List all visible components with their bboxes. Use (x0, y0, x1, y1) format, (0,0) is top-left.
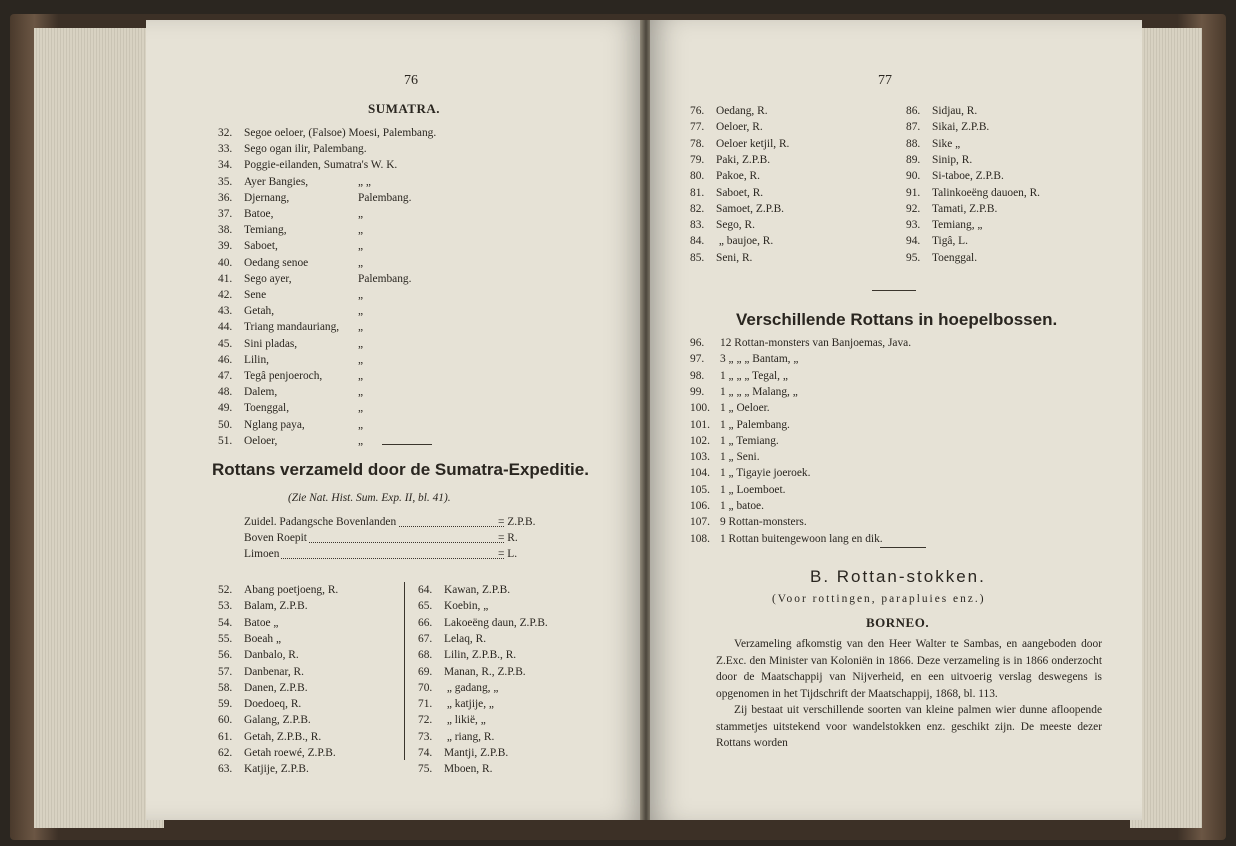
list-item (218, 696, 301, 712)
item-number: 80. (690, 170, 705, 183)
item-text: Mboen, R. (444, 763, 493, 776)
item-number: 75. (418, 763, 433, 776)
list-item (418, 582, 510, 598)
item-number: 95. (906, 251, 921, 264)
item-number: 56. (218, 649, 233, 662)
left-page (146, 20, 642, 820)
item-text: 1 „ „ „ Malang, „ (720, 385, 798, 398)
item-number: 97. (690, 353, 705, 366)
item-number: 102. (690, 434, 710, 447)
list-item (218, 255, 364, 271)
item-location: Palembang. (358, 272, 412, 285)
list-item (690, 335, 911, 351)
item-location: „ (358, 337, 364, 350)
item-number: 70. (418, 681, 433, 694)
list-item (906, 233, 968, 249)
item-text: Sike „ (932, 137, 961, 150)
list-item (418, 631, 486, 647)
item-text: „ gadang, „ (444, 681, 499, 694)
item-number: 33. (218, 143, 233, 156)
item-location: „ (358, 370, 364, 382)
item-number: 91. (906, 186, 921, 199)
item-text: Lilin, (244, 353, 269, 366)
list-item (906, 152, 972, 168)
item-number: 79. (690, 153, 705, 166)
item-location: „ (358, 402, 364, 415)
item-text: Nglang paya, (244, 418, 305, 431)
section-subtitle: (Voor rottingen, parapluies enz.) (772, 593, 986, 605)
item-text: Temiang, „ (932, 219, 983, 232)
item-number: 66. (418, 616, 433, 629)
item-text: Sinip, R. (932, 153, 973, 166)
list-item (218, 222, 364, 238)
item-text: 1 „ Oeloer. (720, 402, 770, 415)
divider (872, 290, 916, 291)
item-text: Batoe „ (244, 616, 279, 629)
item-text: Oeloer, R. (716, 121, 763, 134)
list-item (218, 157, 397, 173)
item-text: „ riang, R. (444, 730, 495, 743)
item-number: 100. (690, 402, 710, 415)
item-text: Samoet, Z.P.B. (716, 202, 785, 215)
key-value: = L. (498, 548, 518, 560)
list-item (218, 352, 364, 368)
item-number: 84. (690, 235, 705, 248)
list-item (218, 680, 308, 696)
item-number: 32. (218, 127, 233, 139)
page-number: 77 (878, 73, 892, 88)
paragraph: Zij bestaat uit verschillende soorten van kleine palmen wier dunne afloopende stammetjes uitstekend voor wandelstokken enz. geschikt zijn. De meeste dezer Rottans worden (716, 704, 1102, 749)
item-text: Oeloer ketjil, R. (716, 137, 790, 150)
item-number: 78. (690, 137, 705, 150)
item-text: Lakoeëng daun, Z.P.B. (444, 616, 548, 629)
item-number: 36. (218, 191, 233, 204)
list-item (218, 238, 364, 254)
item-location: „ „ (358, 175, 371, 188)
item-text: Segoe oeloer, (Falsoe) Moesi, Palembang. (244, 127, 437, 139)
item-text: Getah roewé, Z.P.B. (244, 747, 336, 759)
item-number: 69. (418, 665, 433, 678)
page-number: 76 (404, 73, 418, 88)
item-number: 92. (906, 202, 921, 215)
item-number: 47. (218, 370, 233, 382)
list-item (906, 119, 989, 135)
list-item (218, 336, 364, 352)
list-item (218, 712, 311, 728)
item-number: 72. (418, 714, 433, 727)
section-title-stokken: B. Rottan-stokken. (810, 567, 986, 586)
item-number: 48. (218, 386, 233, 399)
list-item (218, 631, 281, 647)
item-number: 58. (218, 681, 233, 694)
item-text: 1 „ „ „ Tegal, „ (720, 369, 788, 382)
item-text: Galang, Z.P.B. (244, 714, 311, 727)
key-value: = Z.P.B. (498, 516, 536, 528)
item-number: 63. (218, 763, 233, 776)
key-value: = R. (498, 532, 518, 544)
list-item (690, 233, 773, 249)
item-text: 12 Rottan-monsters van Banjoemas, Java. (720, 337, 912, 349)
item-text: Sego, R. (716, 219, 755, 232)
item-location: „ (358, 224, 364, 237)
list-item (906, 217, 982, 233)
item-text: Pakoe, R. (716, 170, 760, 183)
item-number: 106. (690, 500, 710, 512)
list-item (218, 598, 308, 614)
list-item (418, 745, 508, 761)
item-text: 1 „ Palembang. (720, 418, 790, 431)
item-number: 52. (218, 584, 233, 596)
item-location: „ (358, 321, 364, 334)
page-edges-left (34, 28, 164, 828)
item-text: Oedang, R. (716, 105, 768, 117)
item-number: 45. (218, 337, 233, 350)
item-number: 37. (218, 208, 233, 220)
list-item (690, 217, 755, 233)
list-item (690, 465, 810, 481)
item-text: Seni, R. (716, 251, 753, 264)
key-label: Limoen (244, 548, 280, 560)
item-location: „ (358, 353, 364, 366)
item-text: 1 „ Temiang. (720, 434, 779, 447)
list-item (690, 201, 784, 217)
item-number: 61. (218, 730, 233, 743)
list-item (690, 482, 785, 498)
item-text: Mantji, Z.P.B. (444, 747, 509, 759)
item-text: „ baujoe, R. (716, 235, 774, 248)
item-text: Sego ogan ilir, Palembang. (244, 143, 367, 156)
item-text: 9 Rottan-monsters. (720, 516, 807, 529)
item-text: Sene (244, 289, 267, 301)
item-location: „ (358, 240, 364, 253)
item-number: 62. (218, 747, 233, 759)
item-text: Doedoeq, R. (244, 698, 302, 711)
key-entry (244, 530, 564, 546)
divider (382, 444, 432, 445)
item-text: 1 „ Loemboet. (720, 483, 786, 496)
item-number: 74. (418, 747, 433, 759)
item-number: 53. (218, 600, 233, 613)
list-item (690, 136, 789, 152)
item-number: 40. (218, 256, 233, 269)
divider (880, 547, 926, 548)
item-location: „ (358, 208, 364, 220)
list-item (218, 384, 364, 400)
list-item (418, 729, 494, 745)
item-location: „ (358, 305, 364, 318)
item-text: Toenggal, (244, 402, 290, 415)
item-number: 64. (418, 584, 433, 596)
right-page (650, 20, 1142, 820)
item-number: 54. (218, 616, 233, 629)
item-number: 67. (418, 632, 433, 645)
item-location: „ (358, 434, 364, 447)
item-number: 98. (690, 369, 705, 382)
list-item (906, 185, 1040, 201)
list-item (218, 287, 364, 303)
item-text: Saboet, R. (716, 186, 764, 199)
list-item (418, 647, 516, 663)
list-item (690, 514, 807, 530)
item-text: Oedang senoe (244, 256, 309, 269)
section-reference: (Zie Nat. Hist. Sum. Exp. II, bl. 41). (288, 492, 451, 504)
list-item (690, 449, 760, 465)
item-text: Temiang, (244, 224, 287, 237)
list-item (690, 368, 788, 384)
item-text: Dalem, (244, 386, 278, 399)
key-label: Boven Roepit (244, 532, 307, 544)
item-text: 3 „ „ „ Bantam, „ (720, 353, 799, 366)
item-text: Talinkoeëng dauoen, R. (932, 186, 1041, 199)
item-text: Abang poetjoeng, R. (244, 584, 339, 596)
item-location: „ (358, 289, 364, 301)
list-item (218, 368, 364, 384)
list-item (690, 152, 770, 168)
item-number: 50. (218, 418, 233, 431)
item-number: 104. (690, 467, 710, 480)
item-number: 107. (690, 516, 710, 529)
section-title-expeditie: Rottans verzameld door de Sumatra-Expeditie. (212, 460, 589, 479)
item-text: Manan, R., Z.P.B. (444, 665, 526, 678)
list-item (418, 696, 494, 712)
item-number: 59. (218, 698, 233, 711)
item-number: 71. (418, 698, 433, 711)
item-text: Tamati, Z.P.B. (932, 202, 998, 215)
item-number: 49. (218, 402, 233, 415)
item-text: Katjije, Z.P.B. (244, 763, 309, 776)
item-location: Palembang. (358, 191, 412, 204)
item-number: 103. (690, 451, 710, 464)
paragraph: Verzameling afkomstig van den Heer Walter te Sambas, en aangeboden door Z.Exc. den Minister van Koloniën in 1866. Deze verzameling is in 1866 onderzocht door de Maatschappij van Nijverheid, en een uitvoerig verslag deswegens is opgenomen in het Tijdschrift der Maatschappij, 1868, bl. 113. (716, 638, 1102, 700)
list-item (218, 761, 309, 777)
item-text: 1 „ Tigayie joeroek. (720, 467, 811, 480)
item-number: 94. (906, 235, 921, 248)
list-item (418, 680, 498, 696)
item-number: 51. (218, 434, 233, 447)
item-number: 83. (690, 219, 705, 232)
column-divider (404, 582, 405, 760)
item-number: 105. (690, 483, 710, 496)
list-item (690, 384, 798, 400)
item-text: Ayer Bangies, (244, 175, 309, 188)
list-item (690, 119, 763, 135)
list-item (690, 400, 770, 416)
list-item (906, 168, 1004, 184)
item-text: Koebin, „ (444, 600, 489, 613)
list-item (218, 433, 364, 449)
item-number: 81. (690, 186, 705, 199)
item-number: 86. (906, 105, 921, 117)
list-item (690, 103, 768, 119)
list-item (218, 729, 321, 745)
list-item (418, 598, 488, 614)
list-item (690, 498, 764, 514)
list-item (218, 647, 299, 663)
item-text: Tegâ penjoeroch, (244, 370, 323, 382)
item-number: 34. (218, 159, 233, 172)
item-number: 82. (690, 202, 705, 215)
item-text: Triang mandauriang, (244, 321, 340, 334)
item-number: 93. (906, 219, 921, 232)
item-text: Sidjau, R. (932, 105, 978, 117)
item-number: 90. (906, 170, 921, 183)
item-location: „ (358, 418, 364, 431)
list-item (690, 168, 760, 184)
list-item (218, 206, 364, 222)
item-number: 89. (906, 153, 921, 166)
item-number: 41. (218, 272, 233, 285)
list-item (218, 417, 364, 433)
list-item (418, 664, 526, 680)
item-text: Tigâ, L. (932, 235, 968, 248)
item-text: Danbenar, R. (244, 665, 304, 678)
item-number: 85. (690, 251, 705, 264)
list-item (690, 351, 798, 367)
list-item (690, 250, 752, 266)
item-number: 57. (218, 665, 233, 678)
item-text: Sikai, Z.P.B. (932, 121, 990, 134)
leader-dots (244, 558, 504, 559)
item-location: „ (358, 256, 364, 269)
item-number: 44. (218, 321, 233, 334)
item-number: 43. (218, 305, 233, 318)
item-number: 76. (690, 105, 705, 117)
list-item (218, 141, 367, 157)
section-heading-sumatra: SUMATRA. (368, 101, 441, 116)
item-location: „ (358, 386, 364, 399)
item-text: Poggie-eilanden, Sumatra's W. K. (244, 159, 398, 172)
item-text: Lelaq, R. (444, 632, 487, 645)
item-number: 35. (218, 175, 233, 188)
item-text: 1 Rottan buitengewoon lang en dik. (720, 532, 883, 545)
item-number: 73. (418, 730, 433, 743)
list-item (218, 664, 304, 680)
item-text: Danen, Z.P.B. (244, 681, 308, 694)
item-text: 1 „ batoe. (720, 500, 764, 512)
item-text: 1 „ Seni. (720, 451, 760, 464)
list-item (218, 615, 278, 631)
list-item (218, 745, 336, 761)
list-item (690, 531, 883, 547)
list-item (218, 303, 364, 319)
item-text: Batoe, (244, 208, 274, 220)
body-text (716, 636, 1102, 752)
item-text: Toenggal. (932, 251, 978, 264)
item-text: Kawan, Z.P.B. (444, 584, 511, 596)
list-item (690, 433, 779, 449)
item-text: „ katjije, „ (444, 698, 494, 711)
list-item (690, 417, 790, 433)
item-number: 38. (218, 224, 233, 237)
key-label: Zuidel. Padangsche Bovenlanden (244, 516, 397, 528)
heading-borneo: BORNEO. (866, 615, 930, 630)
item-number: 87. (906, 121, 921, 134)
item-number: 55. (218, 632, 233, 645)
item-number: 39. (218, 240, 233, 253)
item-number: 99. (690, 385, 705, 398)
item-text: Getah, (244, 305, 275, 318)
list-item (218, 319, 364, 335)
item-text: Balam, Z.P.B. (244, 600, 308, 613)
key-entry (244, 514, 564, 530)
list-item (906, 250, 977, 266)
item-text: Sego ayer, (244, 272, 292, 285)
item-text: Danbalo, R. (244, 649, 299, 662)
list-item (906, 136, 960, 152)
list-item (690, 185, 763, 201)
item-number: 65. (418, 600, 433, 613)
item-number: 101. (690, 418, 710, 431)
list-item (218, 271, 412, 287)
item-number: 42. (218, 289, 233, 301)
item-text: Getah, Z.P.B., R. (244, 730, 322, 743)
item-number: 96. (690, 337, 705, 349)
key-entry (244, 546, 564, 562)
item-number: 77. (690, 121, 705, 134)
list-item (418, 712, 486, 728)
item-text: Boeah „ (244, 632, 282, 645)
item-text: Saboet, (244, 240, 278, 253)
item-text: Djernang, (244, 191, 290, 204)
item-number: 108. (690, 532, 710, 545)
list-item (218, 190, 412, 206)
item-number: 88. (906, 137, 921, 150)
list-item (218, 125, 436, 141)
list-item (906, 103, 977, 119)
item-text: Paki, Z.P.B. (716, 153, 771, 166)
item-text: Oeloer, (244, 434, 278, 447)
section-title-hoepelbossen: Verschillende Rottans in hoepelbossen. (736, 310, 1058, 329)
item-number: 68. (418, 649, 433, 662)
list-item (418, 761, 492, 777)
item-number: 60. (218, 714, 233, 727)
list-item (418, 615, 548, 631)
item-text: „ likië, „ (444, 714, 486, 727)
list-item (218, 582, 338, 598)
list-item (906, 201, 997, 217)
item-text: Lilin, Z.P.B., R. (444, 649, 517, 662)
item-text: Sini pladas, (244, 337, 298, 350)
item-number: 46. (218, 353, 233, 366)
list-item (218, 400, 364, 416)
item-text: Si-taboe, Z.P.B. (932, 170, 1004, 183)
list-item (218, 174, 371, 190)
